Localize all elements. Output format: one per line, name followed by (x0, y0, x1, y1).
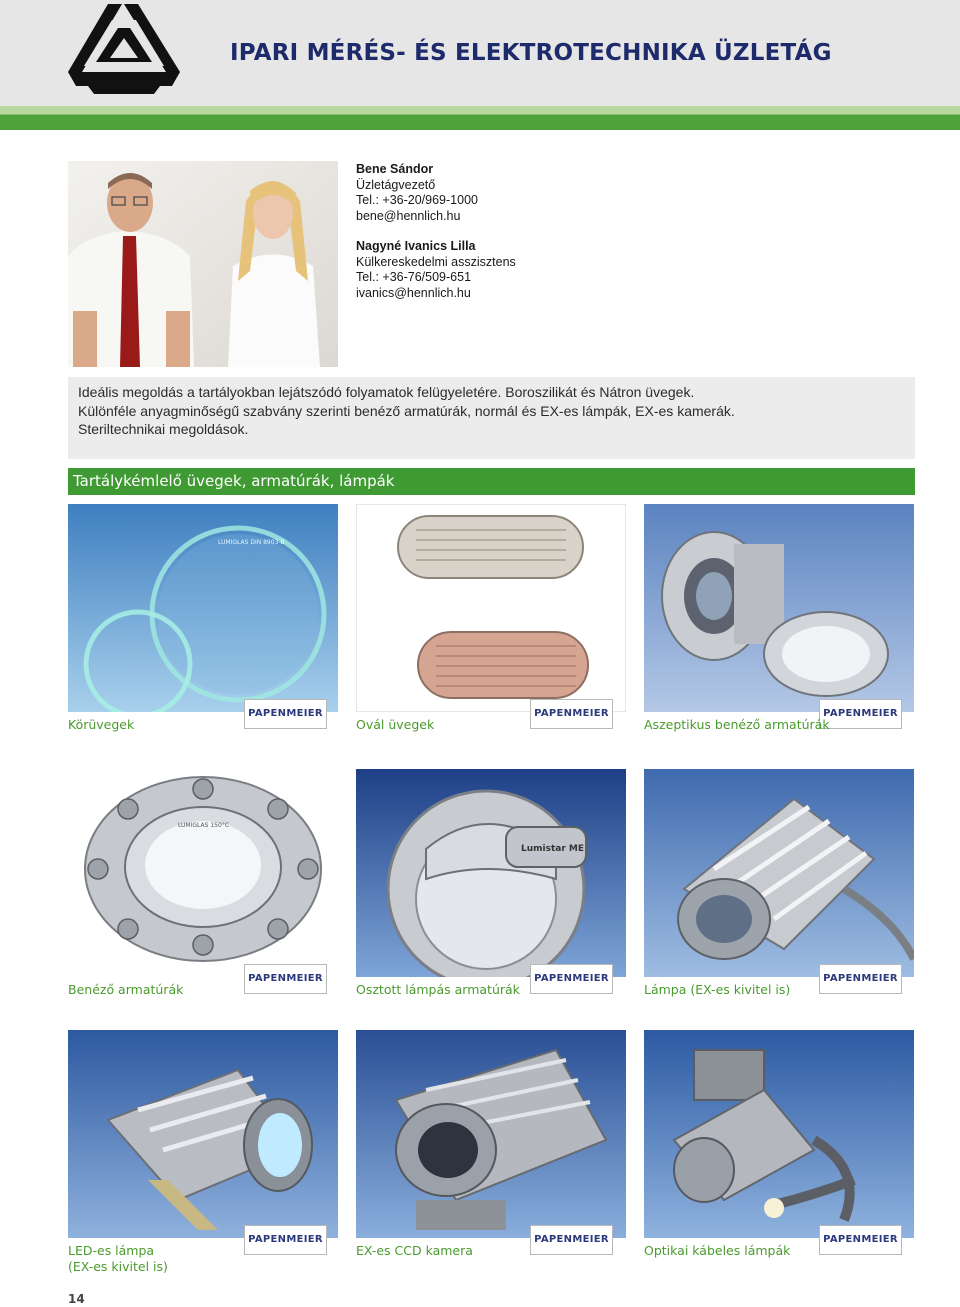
brand-badge (244, 1225, 327, 1255)
product-image-lamp (644, 769, 914, 977)
brand-badge (819, 699, 902, 729)
contact-card (356, 162, 516, 224)
product-caption: Optikai kábeles lámpák (644, 1243, 791, 1258)
product-caption-line: LED-es lámpa (68, 1243, 155, 1258)
product-image-ccd-camera (356, 1030, 626, 1238)
image-text: LUMIGLAS 150°C (178, 822, 229, 829)
page-title: IPARI MÉRÉS- ÉS ELEKTROTECHNIKA ÜZLETÁG (230, 40, 832, 66)
brand-badge (530, 964, 613, 994)
contact-name: Bene Sándor (356, 162, 434, 176)
product-caption: Ovál üvegek (356, 717, 435, 732)
product-caption: Benéző armatúrák (68, 982, 184, 997)
product-image-fiber-optic-lamp (644, 1030, 914, 1238)
brand-logo-text: PAPENMEIER (823, 1234, 898, 1245)
brand-badge (819, 1225, 902, 1255)
contact-phone: Tel.: +36-76/509-651 (356, 270, 472, 284)
brand-logo-text: PAPENMEIER (248, 1234, 323, 1245)
contact-email[interactable]: ivanics@hennlich.hu (356, 285, 471, 300)
brand-logo-text: PAPENMEIER (823, 973, 898, 984)
contacts-photo (68, 161, 338, 367)
product-image-split-lamp-fitting (356, 769, 626, 977)
brand-logo-text: PAPENMEIER (248, 973, 323, 984)
page-number: 14 (68, 1292, 85, 1306)
image-text: LUMIGLAS DIN 8903-B (218, 539, 285, 546)
product-caption: Aszeptikus benéző armatúrák (644, 717, 830, 732)
intro-line: Steriltechnikai megoldások. (78, 421, 249, 437)
product-image-led-lamp (68, 1030, 338, 1238)
product-caption: Körüvegek (68, 717, 135, 732)
intro-line: Különféle anyagminőségű szabvány szerinti benéző armatúrák, normál és EX-es lámpák, EX-es kamerák. (78, 402, 735, 419)
contact-role: Külkereskedelmi asszisztens (356, 254, 516, 269)
section-title: Tartálykémlelő üvegek, armatúrák, lámpák (68, 468, 915, 495)
brand-logo-text: PAPENMEIER (823, 708, 898, 719)
product-caption (68, 1243, 168, 1275)
product-image-aseptic-fitting (644, 504, 914, 712)
intro-line: Ideális megoldás a tartályokban lejátszódó folyamatok felügyeletére. Boroszilikát és Nátron üvegek. (78, 384, 695, 400)
brand-badge (244, 699, 327, 729)
brand-badge (819, 964, 902, 994)
contact-list (356, 162, 516, 316)
contact-email[interactable]: bene@hennlich.hu (356, 208, 461, 223)
contact-phone: Tel.: +36-20/969-1000 (356, 193, 478, 207)
brand-logo-text: PAPENMEIER (534, 973, 609, 984)
brand-badge (244, 964, 327, 994)
product-caption: Lámpa (EX-es kivitel is) (644, 982, 791, 997)
product-caption: EX-es CCD kamera (356, 1243, 473, 1258)
contact-name: Nagyné Ivanics Lilla (356, 239, 476, 253)
brand-logo-text: PAPENMEIER (534, 708, 609, 719)
brand-badge (530, 1225, 613, 1255)
brand-badge (530, 699, 613, 729)
company-logo (68, 2, 180, 94)
product-image-round-glass (68, 504, 338, 712)
brand-logo-text: PAPENMEIER (534, 1234, 609, 1245)
brand-logo-text: PAPENMEIER (248, 708, 323, 719)
intro-box (68, 377, 915, 459)
product-caption-line: (EX-es kivitel is) (68, 1259, 168, 1274)
product-image-sight-fitting (68, 769, 338, 977)
image-text: Lumistar ME (521, 844, 585, 854)
product-caption: Osztott lámpás armatúrák (356, 982, 520, 997)
contact-card (356, 239, 516, 301)
product-image-oval-glass (356, 504, 626, 712)
header-green-stripe (0, 106, 960, 130)
contact-role: Üzletágvezető (356, 177, 436, 192)
